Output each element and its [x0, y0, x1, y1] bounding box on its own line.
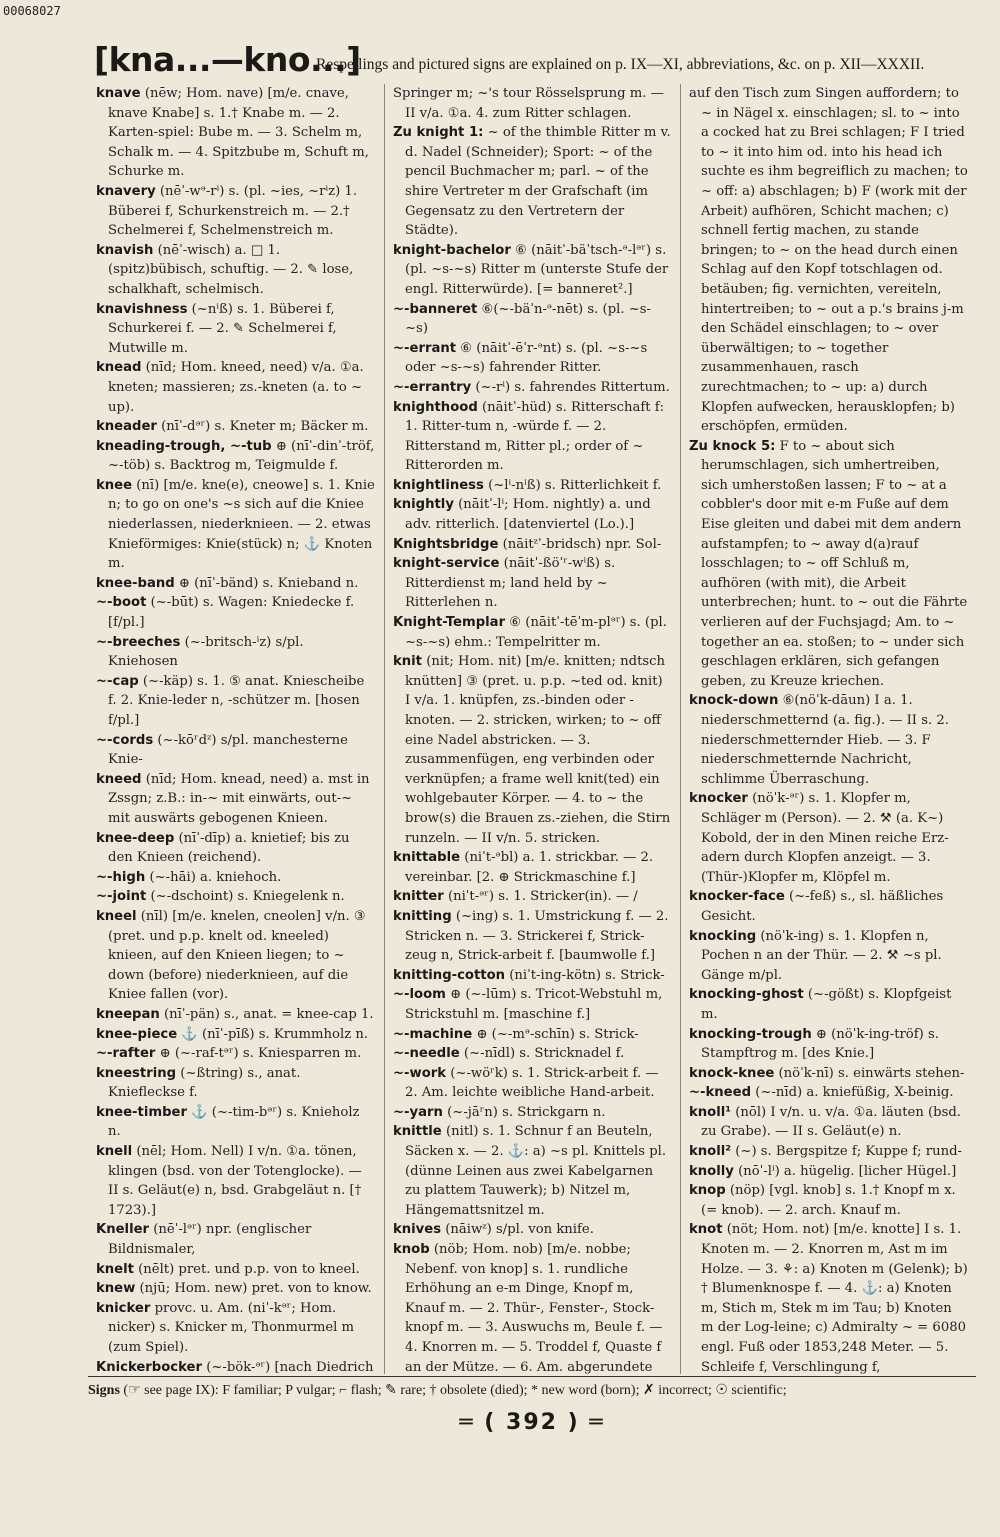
- dictionary-entry: [393, 1220, 672, 1240]
- entry-definition: (nīˈ-dīp) a. knietief; bis zu den Knieen (reichend).: [108, 830, 350, 866]
- dictionary-entry: [689, 927, 968, 986]
- dictionary-entry: [96, 84, 376, 182]
- entry-headword: kneader: [96, 419, 157, 435]
- dictionary-entry: [689, 887, 968, 926]
- entry-headword: knicker: [96, 1300, 151, 1316]
- entry-definition: (nöb; Hom. nob) [m/e. nobbe; Nebenf. von knop] s. 1. rundliche Erhöhung an e-m Dinge, Knopf m, Knauf m. — 2. Thür-, Fenster-, Stock-knopf m. — 3. Auswuchs m, Beule f. — 4. Knorren m. — 5. Troddel f, Quaste f an der Mütze. — 6. Am. abgerundete: [405, 1242, 663, 1374]
- dictionary-entry: [96, 1358, 376, 1374]
- entry-headword: knight-service: [393, 556, 500, 572]
- entry-headword: knitting: [393, 908, 452, 924]
- entry-definition: (nēl; Hom. Nell) I v/n. ①a. tönen, klingen (bsd. von der Totenglocke). — II s. Geläut(e) n, bsd. Grabgeläut n. [† 1723).]: [108, 1144, 362, 1218]
- dictionary-entry: [96, 887, 376, 907]
- entry-headword: knock-down: [689, 693, 779, 709]
- entry-definition: (nāitᶻˈ-bridsch) npr. Sol-: [502, 536, 662, 552]
- header-note: Respellings and pictured signs are explained on p. IX—XI, abbreviations, &c. on p. XII—XXXII.: [316, 56, 925, 73]
- dictionary-entry: [96, 358, 376, 417]
- dictionary-entry: [96, 241, 376, 300]
- entry-headword: Knickerbocker: [96, 1359, 202, 1374]
- dictionary-entry: [96, 417, 376, 437]
- entry-headword: knead: [96, 360, 142, 376]
- entry-headword: Knightsbridge: [393, 536, 499, 552]
- entry-headword: ~-boot: [96, 595, 147, 611]
- entry-definition: (nöˈk-nī) s. einwärts stehen-: [778, 1065, 965, 1081]
- dictionary-entry: [689, 789, 968, 887]
- entry-headword: knocking-ghost: [689, 987, 804, 1003]
- entry-definition: (~-käp) s. 1. ⑤ anat. Kniescheibe f. 2. Knie-leder n, -schützer m. [hosen f/pl.]: [108, 673, 365, 728]
- dictionary-entry: [689, 1083, 968, 1103]
- entry-definition: auf den Tisch zum Singen auffordern; to ~ in Nägel x. einschlagen; sl. to ~ into a cocked hat zu Brei schlagen; F I tried to ~ it into him od. into his head ich suchte es ihm begreiflich zu machen; to ~ off: a) abschlagen; b) F (work mit der Arbeit) aufhören, Schicht machen; c) schnell fertig machen, zu stande bringen; to ~ on the head durch einen Schlag auf den Kopf totschlagen od. betäuben; fig. vernichten, vereiteln, hintertreiben; to ~ out a p.'s brains j-m den Schädel einschlagen; to ~ over überwältigen; to ~ together zusammenhauen, rasch zurechtmachen; to ~ up: a) durch Klopfen aufwecken, herausklopfen; b) erschöpfen, ermüden.: [689, 86, 968, 435]
- entry-headword: kneed: [96, 771, 142, 787]
- dictionary-entry: [393, 241, 672, 300]
- entry-headword: ~-loom: [393, 987, 446, 1003]
- dictionary-entry: [393, 476, 672, 496]
- entry-headword: knob: [393, 1242, 430, 1258]
- dictionary-entry: [393, 1044, 672, 1064]
- entry-headword: knell: [96, 1144, 133, 1160]
- entry-definition: (nāitˈ-lⁱ; Hom. nightly) a. und adv. ritterlich. [datenviertel (Lo.).]: [405, 497, 651, 533]
- dictionary-page: [88, 40, 976, 1520]
- entry-definition: (nīl) [m/e. knelen, cneolen] v/n. ③ (pret. und p.p. knelt od. kneeled) knieen, auf den Knieen liegen; to ~ down (before) niederknieen, auf die Kniee fallen (vor).: [108, 908, 366, 1003]
- dictionary-entry: [689, 1220, 968, 1374]
- entry-headword: knee-timber: [96, 1104, 187, 1120]
- entry-definition: ⚓ (~-tim-bᵊʳ) s. Knieholz n.: [108, 1104, 360, 1140]
- entry-headword: knew: [96, 1281, 136, 1297]
- entry-definition: (nāiwᶻ) s/pl. von knife.: [445, 1222, 594, 1238]
- entry-definition: (nöt; Hom. not) [m/e. knotte] I s. 1. Knoten m. — 2. Knorren m, Ast m im Holze. — 3. ⚘: a) Knoten m (Gelenk); b) † Blumenknospe f. — 4. ⚓: a) Knoten m, Stich m, Stek m im Tau; b) Knoten m der Log-leine; c) Admiralty ~ = 6080 engl. Fuß oder 1853,248 Meter. — 5. Schleife f, Verschlingung f,: [701, 1222, 968, 1374]
- entry-definition: (~-wöʳk) s. 1. Strick-arbeit f. — 2. Am. leichte weibliche Hand-arbeit.: [405, 1065, 659, 1101]
- entry-headword: knee-band: [96, 575, 175, 591]
- entry-definition: (nīˈ-pän) s., anat. = knee-cap 1.: [163, 1006, 374, 1022]
- entry-definition: ⑥ (nāitˈ-bäˈtsch-ᵊ-lᵊʳ) s. (pl. ~s-~s) Ritter m (unterste Stufe der engl. Ritterwürde). [= banneret².]: [405, 242, 669, 297]
- dictionary-entry: [96, 300, 376, 359]
- signs-legend: [88, 1376, 976, 1399]
- entry-definition: (niˈt-ing-kötn) s. Strick-: [509, 967, 665, 983]
- dictionary-entry: [96, 633, 376, 672]
- dictionary-entry: [96, 731, 376, 770]
- entry-definition: ⊕ (nöˈk-ing-tröf) s. Stampftrog m. [des Knie.]: [701, 1026, 939, 1062]
- dictionary-entry: [96, 593, 376, 632]
- dictionary-entry: [393, 1122, 672, 1220]
- dictionary-entry: [689, 1181, 968, 1220]
- entry-headword: ~-machine: [393, 1026, 473, 1042]
- dictionary-entry: [393, 398, 672, 476]
- entry-columns: [88, 84, 976, 1374]
- dictionary-entry: [689, 437, 968, 692]
- dictionary-entry: [96, 770, 376, 829]
- entry-definition: ⑥ (nāitˈ-ēˈr-ᵊnt) s. (pl. ~s-~s oder ~s-~s) fahrender Ritter.: [405, 340, 648, 376]
- entry-definition: (~nⁱß) s. 1. Büberei f, Schurkerei f. — 2. ✎ Schelmerei f, Mutwille m.: [108, 301, 337, 356]
- entry-definition: (~-gößt) s. Klopfgeist m.: [701, 987, 952, 1022]
- dictionary-entry: [96, 672, 376, 731]
- entry-headword: knock-knee: [689, 1065, 775, 1081]
- entry-definition: (~ing) s. 1. Umstrickung f. — 2. Stricken n. — 3. Strickerei f, Strick-zeug n, Strick-arbeit f. [baumwolle f.]: [405, 908, 669, 964]
- entry-headword: ~-cords: [96, 732, 154, 748]
- entry-definition: ⊕ (~-mᵊ-schīn) s. Strick-: [476, 1026, 639, 1042]
- dictionary-entry: [96, 1025, 376, 1045]
- entry-definition: (nōˈ-lⁱ) a. hügelig. [licher Hügel.]: [738, 1163, 957, 1179]
- dictionary-entry: [393, 1025, 672, 1045]
- page-header: [88, 40, 976, 84]
- entry-definition: ⑥(nöˈk-dāun) I a. 1. niederschmetternd (a. fig.). — II s. 2. niederschmetternder Hieb. — 3. F niederschmetternde Nachricht, schlimme Überraschung.: [701, 693, 949, 787]
- entry-definition: ⊕ (~-lūm) s. Tricot-Webstuhl m, Strickstuhl m. [maschine f.]: [405, 987, 663, 1022]
- entry-headword: knit: [393, 654, 422, 670]
- entry-headword: knavish: [96, 242, 154, 258]
- entry-headword: ~-work: [393, 1065, 447, 1081]
- entry-definition: (nēw; Hom. nave) [m/e. cnave, knave Knabe] s. 1.† Knabe m. — 2. Karten-spiel: Bube m. — 3. Schelm m, Schalk m. — 4. Spitzbube m, Schuft m, Schurke m.: [108, 86, 369, 180]
- entry-headword: knoll¹: [689, 1104, 732, 1120]
- entry-definition: (~-jāʳn) s. Strickgarn n.: [447, 1104, 606, 1120]
- dictionary-entry: [393, 985, 672, 1024]
- dictionary-entry: [393, 652, 672, 848]
- entry-headword: Zu knock 5:: [689, 438, 776, 454]
- dictionary-entry: [689, 691, 968, 789]
- dictionary-entry: [96, 437, 376, 476]
- dictionary-entry: [393, 848, 672, 887]
- entry-headword: knot: [689, 1222, 723, 1238]
- column-3: [680, 84, 976, 1374]
- entry-headword: knives: [393, 1222, 442, 1238]
- entry-definition: (nīd; Hom. kneed, need) v/a. ①a. kneten; massieren; zs.-kneten (a. to ~ up).: [108, 360, 364, 415]
- entry-definition: (nēˈ-wᵊ-rⁱ) s. (pl. ~ies, ~rⁱz) 1. Büberei f, Schurkenstreich m. — 2.† Schelmerei f, Schelmenstreich m.: [108, 183, 358, 239]
- dictionary-entry: [96, 1103, 376, 1142]
- entry-headword: knight-bachelor: [393, 242, 511, 258]
- dictionary-entry: [96, 1142, 376, 1220]
- entry-headword: ~-high: [96, 869, 146, 885]
- entry-definition: (~-feß) s., sl. häßliches Gesicht.: [701, 889, 944, 924]
- entry-headword: kneading-trough, ~-tub: [96, 438, 272, 454]
- entry-headword: Kneller: [96, 1222, 150, 1238]
- entry-definition: (~) s. Bergspitze f; Kuppe f; rund-: [735, 1144, 963, 1160]
- entry-definition: (~-kōʳdᶻ) s/pl. manchesterne Knie-: [108, 732, 348, 768]
- entry-headword: knocking: [689, 928, 757, 944]
- entry-headword: knittle: [393, 1124, 442, 1140]
- entry-definition: ⑥ (nāitˈ-tēˈm-plᵊʳ) s. (pl. ~s-~s) ehm.: Tempelritter m.: [405, 615, 667, 650]
- entry-definition: ⊕ (~-raf-tᵊʳ) s. Kniesparren m.: [159, 1046, 362, 1062]
- entry-headword: knitting-cotton: [393, 967, 506, 983]
- entry-headword: ~-cap: [96, 673, 139, 689]
- dictionary-entry: [689, 1064, 968, 1084]
- page-title: [kna...—kno...]: [94, 40, 361, 79]
- entry-headword: ~-yarn: [393, 1104, 443, 1120]
- dictionary-entry: [393, 495, 672, 534]
- entry-definition: (niˈt-ᵊbl) a. 1. strickbar. — 2. vereinbar. [2. ⊕ Strickmaschine f.]: [405, 850, 654, 885]
- entry-definition: (nöˈk-ing) s. 1. Klopfen n, Pochen n an der Thür. — 2. ⚒ ~s pl. Gänge m/pl.: [701, 928, 942, 983]
- dictionary-entry: [96, 868, 376, 888]
- entry-definition: (~-nīdl) s. Stricknadel f.: [463, 1046, 625, 1062]
- dictionary-entry: [689, 84, 968, 437]
- dictionary-entry: [96, 1044, 376, 1064]
- entry-definition: (~-rⁱ) s. fahrendes Rittertum.: [475, 379, 670, 395]
- entry-definition: (nit; Hom. nit) [m/e. knitten; ndtsch knütten] ③ (pret. u. p.p. ~ted od. knit) I v/a. 1. knüpfen, zs.-binden oder -knoten. — 2. stricken, wirken; to ~ off eine Nadel abstricken. — 3. zusammenfügen, eng verbinden oder verknüpfen; a frame well knit(ted) ein wohlgebauter Körper. — 4. to ~ the brow(s) die Brauen zs.-ziehen, die Stirn runzeln. — II v/n. 5. stricken.: [405, 654, 671, 846]
- dictionary-entry: [393, 300, 672, 339]
- entry-definition: (~-dschoint) s. Kniegelenk n.: [150, 889, 345, 905]
- entry-headword: knittable: [393, 850, 461, 866]
- dictionary-entry: [393, 1064, 672, 1103]
- entry-definition: ⊕ (nīˈ-dinˈ-tröf, ~-töb) s. Backtrog m, Teigmulde f.: [108, 438, 375, 474]
- dictionary-entry: [96, 1064, 376, 1103]
- entry-definition: (nēˈ-wisch) a. □ 1. (spitz)bübisch, schuftig. — 2. ✎ lose, schalkhaft, schelmisch.: [108, 242, 354, 297]
- dictionary-entry: [96, 476, 376, 574]
- entry-headword: ~-banneret: [393, 301, 478, 317]
- dictionary-entry: [393, 339, 672, 378]
- entry-definition: (~-bök-ᵊʳ) [nach Diedrich: [206, 1359, 374, 1374]
- column-1: [88, 84, 384, 1374]
- entry-headword: Zu knight 1:: [393, 125, 484, 141]
- dictionary-entry: [393, 535, 672, 555]
- entry-headword: knocker-face: [689, 889, 785, 905]
- signs-legend-text: (☞ see page IX): F familiar; P vulgar; ⌐ flash; ✎ rare; † obsolete (died); * new word (born); ✗ incorrect; ☉ scientific;: [123, 1383, 787, 1398]
- entry-headword: Knight-Templar: [393, 615, 506, 631]
- entry-definition: (nāitˈ-hüd) s. Ritterschaft f: 1. Ritter-tum n, -würde f. — 2. Ritterstand m, Ritter pl.; order of ~ Ritterorden m.: [405, 399, 665, 474]
- entry-definition: (nī) [m/e. kne(e), cneowe] s. 1. Knie n; to go on one's ~s sich auf die Kniee niederlassen, niederknieen. — 2. etwas Knieförmiges: Knie(stück) n; ⚓ Knoten m.: [108, 477, 375, 572]
- entry-headword: knee-piece: [96, 1026, 178, 1042]
- entry-headword: ~-needle: [393, 1046, 460, 1062]
- entry-definition: ⑥(~-bäˈn-ᵊ-nēt) s. (pl. ~s-~s): [405, 301, 652, 337]
- entry-headword: ~-errantry: [393, 379, 472, 395]
- entry-definition: (nōl) I v/n. u. v/a. ①a. läuten (bsd. zu Grabe). — II s. Geläut(e) n.: [701, 1104, 961, 1140]
- dictionary-entry: [96, 1220, 376, 1259]
- dictionary-entry: [393, 1240, 672, 1374]
- entry-headword: knavishness: [96, 301, 188, 317]
- entry-headword: knolly: [689, 1163, 734, 1179]
- entry-headword: ~-kneed: [689, 1085, 752, 1101]
- scan-id: 00068027: [3, 4, 61, 18]
- entry-definition: (~-britsch-ⁱz) s/pl. Kniehosen: [108, 634, 304, 670]
- column-2: [384, 84, 680, 1374]
- dictionary-entry: [689, 985, 968, 1024]
- entry-definition: (nīˈ-dᵊʳ) s. Kneter m; Bäcker m.: [161, 419, 369, 435]
- dictionary-entry: [689, 1142, 968, 1162]
- dictionary-entry: [393, 966, 672, 986]
- entry-definition: F to ~ about sich herumschlagen, sich umhertreiben, sich umherstoßen lassen; F to ~ at a cobbler's door mit e-m Fuße auf dem Eise gleiten und dabei mit dem andern aufstampfen; to ~ away d(a)rauf losschlagen; to ~ off Schluß m, aufhören (with mit), die Arbeit unterbrechen; hunt. to ~ out die Fährte verlieren auf der Fuchsjagd; Am. to ~ together an ea. stoßen; to ~ under sich geschlagen erklären, sich gefangen geben, zu Kreuze kriechen.: [701, 438, 968, 689]
- entry-definition: (niˈt-ᵊʳ) s. 1. Stricker(in). — /: [447, 889, 638, 905]
- entry-definition: (~-hāi) a. kniehoch.: [149, 869, 282, 885]
- dictionary-entry: [96, 907, 376, 1005]
- entry-headword: knavery: [96, 183, 156, 199]
- entry-headword: ~-breeches: [96, 634, 181, 650]
- entry-definition: ~ of the thimble Ritter m v. d. Nadel (Schneider); Sport: ~ of the pencil Buchmacher m; parl. ~ of the shire Vertreter m der Grafschaft (im Gegensatz zu den Vertretern der Städte).: [405, 125, 671, 239]
- entry-definition: (~-būt) s. Wagen: Kniedecke f. [f/pl.]: [108, 595, 355, 631]
- entry-definition: Springer m; ~'s tour Rösselsprung m. — II v/a. ①a. 4. zum Ritter schlagen.: [393, 86, 664, 121]
- entry-headword: ~-errant: [393, 340, 457, 356]
- dictionary-entry: [96, 574, 376, 594]
- entry-headword: ~-joint: [96, 889, 147, 905]
- entry-headword: knocking-trough: [689, 1026, 812, 1042]
- entry-definition: (nīd; Hom. knead, need) a. mst in Zssgn; z.B.: in-~ mit einwärts, out-~ mit auswärts gebogenen Knieen.: [108, 771, 370, 826]
- entry-headword: knop: [689, 1183, 726, 1199]
- dictionary-entry: [96, 1005, 376, 1025]
- entry-definition: provc. u. Am. (niˈ-kᵊʳ; Hom. nicker) s. Knicker m, Thonmurmel m (zum Spiel).: [108, 1300, 355, 1355]
- dictionary-entry: [96, 1279, 376, 1299]
- entry-headword: kneepan: [96, 1006, 160, 1022]
- dictionary-entry: [393, 123, 672, 241]
- dictionary-entry: [689, 1162, 968, 1182]
- entry-definition: (~-nīd) a. kniefüßig, X-beinig.: [755, 1085, 954, 1101]
- dictionary-entry: [393, 1103, 672, 1123]
- entry-headword: knocker: [689, 791, 748, 807]
- entry-definition: (nāitˈ-ßöˈʳ-wⁱß) s. Ritterdienst m; land held by ~ Ritterlehen n.: [405, 556, 616, 611]
- dictionary-entry: [96, 1260, 376, 1280]
- entry-headword: kneestring: [96, 1065, 177, 1081]
- entry-definition: ⊕ (nīˈ-bänd) s. Knieband n.: [178, 575, 359, 591]
- entry-definition: (~lⁱ-nⁱß) s. Ritterlichkeit f.: [488, 477, 662, 493]
- entry-headword: knightly: [393, 497, 454, 513]
- dictionary-entry: [689, 1025, 968, 1064]
- entry-definition: (nēˈ-lᵊʳ) npr. (englischer Bildnismaler,: [108, 1222, 312, 1258]
- dictionary-entry: [393, 378, 672, 398]
- dictionary-entry: [393, 613, 672, 652]
- dictionary-entry: [96, 829, 376, 868]
- dictionary-entry: [393, 84, 672, 123]
- entry-headword: knighthood: [393, 399, 478, 415]
- page-number: ═ ( 392 ) ═: [459, 1410, 605, 1435]
- dictionary-entry: [393, 907, 672, 966]
- entry-headword: knoll²: [689, 1144, 732, 1160]
- dictionary-entry: [96, 182, 376, 241]
- entry-definition: (nitl) s. 1. Schnur f an Beuteln, Säcken x. — 2. ⚓: a) ~s pl. Knittels pl. (dünne Leinen aus zwei Kabelgarnen zu plattem Tauwerk); b) Nitzel m, Hängemattsnitzel m.: [405, 1124, 667, 1218]
- dictionary-entry: [393, 554, 672, 613]
- entry-headword: knelt: [96, 1261, 134, 1277]
- entry-definition: (nöp) [vgl. knob] s. 1.† Knopf m x. (= knob). — 2. arch. Knauf m.: [701, 1183, 956, 1218]
- entry-definition: (nēlt) pret. und p.p. von to kneel.: [138, 1261, 360, 1277]
- entry-headword: knitter: [393, 889, 444, 905]
- entry-definition: (~ßtring) s., anat. Kniefleckse f.: [108, 1065, 301, 1101]
- entry-headword: ~-rafter: [96, 1046, 156, 1062]
- entry-headword: kneel: [96, 908, 137, 924]
- entry-headword: knee-deep: [96, 830, 175, 846]
- entry-definition: ⚓ (nīˈ-pīß) s. Krummholz n.: [181, 1026, 369, 1042]
- entry-definition: (njū; Hom. new) pret. von to know.: [139, 1281, 372, 1297]
- dictionary-entry: [393, 887, 672, 907]
- entry-headword: knave: [96, 86, 141, 101]
- signs-label: Signs: [88, 1383, 120, 1398]
- dictionary-entry: [96, 1299, 376, 1358]
- dictionary-entry: [689, 1103, 968, 1142]
- entry-definition: (nöˈk-ᵊʳ) s. 1. Klopfer m, Schläger m (Person). — 2. ⚒ (a. K~) Kobold, der in den Minen reiche Erz-adern durch Klopfen anzeigt. — 3. (Thür-)Klopfer m, Klöpfel m.: [701, 791, 949, 885]
- entry-headword: knightliness: [393, 477, 484, 493]
- entry-headword: knee: [96, 477, 133, 493]
